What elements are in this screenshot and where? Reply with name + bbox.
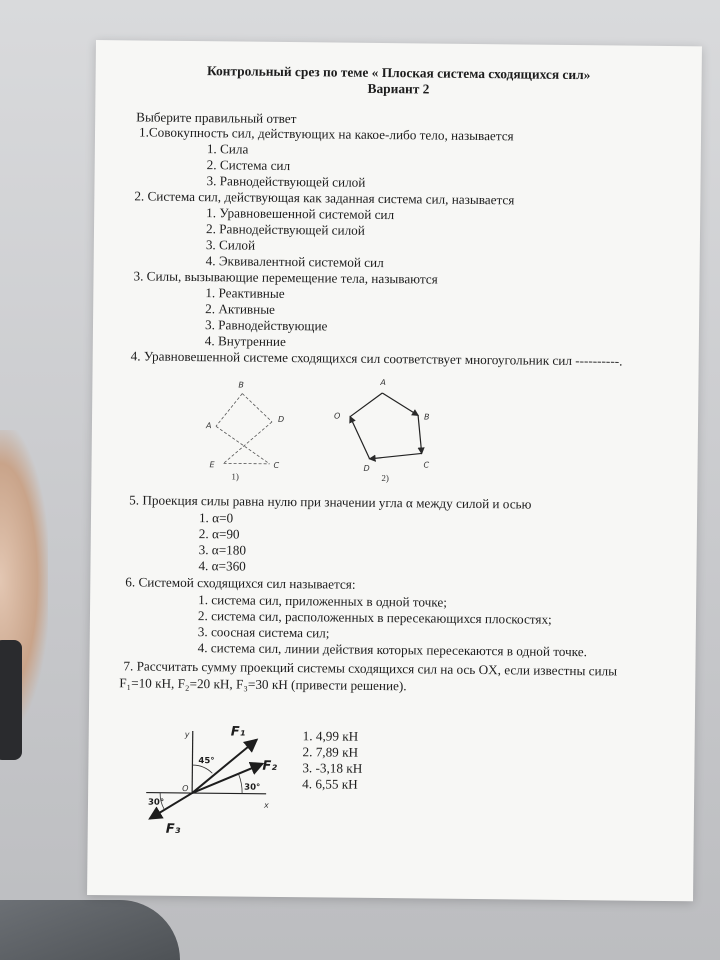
angle-45-label: 45° [198, 756, 215, 767]
fig2-label-d: D [363, 463, 370, 473]
origin-label: O [182, 783, 189, 794]
q3-option-2: 2. Активные [205, 301, 276, 317]
fig2-caption: 2) [381, 473, 389, 484]
q2-option-3: 3. Силой [205, 237, 256, 253]
fig1-label-c: C [273, 460, 280, 470]
q6-option-2: 2. система сил, расположенных в пересекающихся плоскостях; [197, 608, 552, 627]
question-5: 5. Проекция силы равна нулю при значении угла α между силой и осью [129, 492, 532, 512]
question-4: 4. Уравновешенной системе сходящихся сил соответствует многоугольник сил ----------. [130, 348, 623, 369]
f3-label: F₃ [165, 821, 181, 837]
polygon-figure-1 [216, 393, 273, 464]
axis-x-label: x [263, 800, 269, 810]
fig2-label-b: B [424, 412, 430, 422]
fig1-label-d: D [277, 414, 285, 424]
q5-option-2: 2. α=90 [198, 526, 240, 542]
question-6: 6. Системой сходящихся сил называется: [125, 574, 356, 592]
intro-text: Выберите правильный ответ [136, 109, 297, 127]
q5-option-1: 1. α=0 [198, 510, 234, 526]
q6-option-1: 1. система сил, приложенных в одной точке; [198, 592, 448, 610]
title-line-1: Контрольный срез по теме « Плоская система сходящихся сил» [206, 63, 591, 83]
question-1: 1.Совокупность сил, действующих на какое-либо тело, называется [138, 124, 514, 144]
q7-option-4: 4. 6,55 кН [302, 776, 358, 792]
angle-30b-label: 30° [147, 797, 165, 808]
polygon-figure-2 [350, 393, 423, 460]
fig2-label-c: C [423, 460, 430, 470]
q5-option-4: 4. α=360 [198, 558, 246, 574]
q2-option-4: 4. Эквивалентной системой сил [205, 253, 384, 271]
q1-option-1: 1. Сила [206, 141, 249, 157]
fig1-label-e: E [209, 460, 215, 470]
fig1-caption: 1) [231, 471, 239, 482]
q3-option-4: 4. Внутренние [204, 333, 286, 350]
q5-option-3: 3. α=180 [198, 542, 247, 558]
question-2: 2. Система сил, действующая как заданная система сил, называется [134, 188, 515, 208]
q7-option-1: 1. 4,99 кН [302, 728, 359, 744]
question-7: 7. Рассчитать сумму проекций системы сходящихся сил на ось OX, если известны силы [123, 658, 618, 679]
question-7-given: F₁=10 кН, F₂=20 кН, F₃=30 кН (привести решение). [119, 675, 407, 694]
f1-label: F₁ [230, 724, 246, 740]
fig1-label-a: A [205, 421, 212, 431]
q1-option-2: 2. Система сил [206, 157, 291, 174]
fig2-label-o: O [334, 411, 341, 421]
q7-option-2: 2. 7,89 кН [302, 744, 359, 760]
question-3: 3. Силы, вызывающие перемещение тела, называются [133, 268, 438, 287]
q3-option-3: 3. Равнодействующие [204, 317, 328, 334]
q7-option-3: 3. -3,18 кН [302, 760, 363, 776]
q2-option-1: 1. Уравновешенной системой сил [206, 205, 395, 223]
fig2-label-a: A [380, 377, 386, 388]
test-sheet [87, 40, 702, 901]
f2-label: F₂ [262, 758, 278, 774]
q2-option-2: 2. Равнодействующей силой [205, 221, 365, 238]
q3-option-1: 1. Реактивные [205, 285, 285, 301]
angle-30-label: 30° [244, 782, 261, 793]
title-line-2: Вариант 2 [367, 80, 430, 97]
watch-band [0, 640, 22, 760]
q1-option-3: 3. Равнодействующей силой [206, 173, 366, 190]
q6-option-4: 4. система сил, линии действия которых пересекаются в одной точке. [197, 640, 588, 660]
q6-option-3: 3. соосная система сил; [197, 624, 330, 641]
force-diagram [146, 721, 287, 842]
fig1-label-b: B [238, 380, 244, 390]
axis-y-label: y [184, 729, 190, 740]
fabric-background [0, 900, 180, 960]
force-polygon-figures [201, 371, 462, 484]
